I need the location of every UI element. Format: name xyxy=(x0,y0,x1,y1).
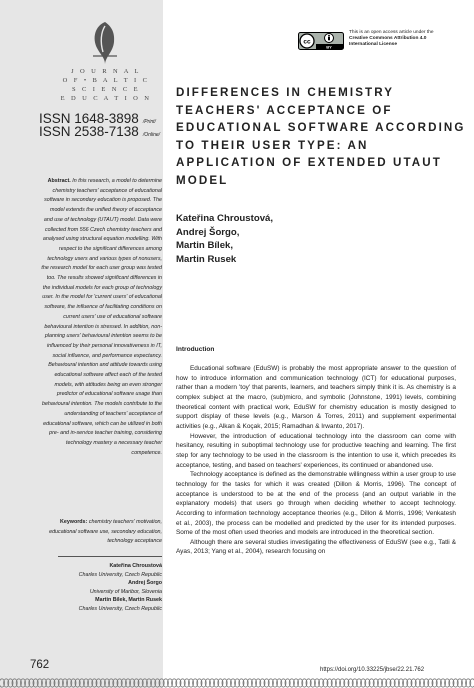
journal-line-4: E D U C A T I O N xyxy=(60,95,152,102)
affiliation-org: Charles University, Czech Republic xyxy=(78,571,162,578)
divider xyxy=(58,556,162,557)
author-name: Kateřina Chroustová, xyxy=(176,213,274,224)
keywords-label: Keywords: xyxy=(59,519,88,525)
journal-logo-icon xyxy=(85,18,125,66)
abstract-label: Abstract. xyxy=(47,178,71,184)
article-title: DIFFERENCES IN CHEMISTRY TEACHERS' ACCEPTANCE OF EDUCATIONAL SOFTWARE ACCORDING TO THEIR USER TYPE: AN APPLICATION OF EXTENDED UTAUT MODEL xyxy=(176,86,466,187)
keywords xyxy=(40,518,162,547)
affiliations xyxy=(40,562,162,614)
issn-online-number: ISSN 2538-7138 xyxy=(39,124,139,139)
journal-line-3: S C I E N C E xyxy=(71,86,141,93)
svg-text:BY: BY xyxy=(326,44,332,50)
svg-text:cc: cc xyxy=(303,38,311,46)
affiliation-org: Charles University, Czech Republic xyxy=(78,605,162,612)
issn-print-note: /Print/ xyxy=(142,119,156,125)
abstract-text: In this research, a model to determine chemistry teachers' acceptance of educational software in secondary education is proposed. The model extends the unified theory of acceptance and use of technology (UTAUT) model. Data were collected from 556 Czech chemistry teachers and analysed using structural equation modelling. With respect to the significant differences among technology users and various types of nonusers, the research model for each user group was tested too. The results showed significant differences in the individual models for each group of technology user. In the model for 'current users' of educational software, the influence of facilitating conditions on current users' use of educational software behavioural intention is stressed. In addition, non-planning users' behavioural intention seems to be influenced by their personal innovativeness in IT, social influence, and performance expectancy. Behavioural intention and attitude towards using educational software affect each of the tested models, with attitudes being an even stronger predictor of educational software usage than behavioural intention. The models contribute to the understanding of teachers' acceptance of educational software, which can be utilized in both pre- and in-service teacher training, considering technology mastery a necessary teacher competence. xyxy=(41,178,162,456)
issn-online-note: /Online/ xyxy=(142,132,161,138)
body-paragraph: However, the introduction of educational technology into the classroom can come with hesitancy, resulting in suboptimal technology use for productive teaching and learning. The first step for any technology to be used in the classroom is the intention to use it, which precedes its acceptance, testing, and based on teachers' experiences, its continued or abandoned use. xyxy=(176,432,456,469)
keywords-text: chemistry teachers' motivation, educational software use, secondary education, technology acceptance xyxy=(49,519,162,545)
body-paragraph: Technology acceptance is defined as the demonstrable willingness within a user group to use technology for the tasks for which it was created (Dillon & Morris, 1996). The concept of acceptance is understood to be at the end of the process (and an output variable in the explanatory models) that users go through when deciding whether to accept technology. According to information technology acceptance theories (e.g., Dillon & Morris, 1996; Venkatesh et al., 2003), the process can be modelled and predicted by the user for its intended purposes. Some of the most often used theories and models are introduced in the theoretical section. xyxy=(176,471,456,537)
body-paragraph: Educational software (EduSW) is probably the most appropriate answer to the question of how to introduce information and communication technology (ICT) for educational purposes, rather than a modern 'toy' that parents, learners, and teachers simply think it is. As chemistry is a complex subject at the macro, (sub)micro, and symbolic (Johnstone, 1991) levels, combining theoretical content with practical work, EduSW for chemistry education is mostly designed to support display of these levels (e.g., Marson & Torres, 2011) and supplement experimental activities (e.g., Alkan & Koçak, 2015; Ramadhan & Irwanto, 2017). xyxy=(176,365,456,430)
author-list xyxy=(176,212,273,266)
author-name: Andrej Šorgo, xyxy=(176,226,240,238)
license-line: International License xyxy=(349,42,397,48)
doi-link[interactable]: https://doi.org/10.33225/jbse/22.21.762 xyxy=(320,667,425,673)
license-notice xyxy=(349,30,459,49)
license-line: This is an open access article under the xyxy=(349,30,434,35)
affiliation-name: Martin Bílek, Martin Rusek xyxy=(95,597,162,604)
affiliation-name: Kateřina Chroustová xyxy=(109,563,162,569)
abstract xyxy=(40,177,162,458)
page-number: 762 xyxy=(30,659,50,671)
spiral-binding-decoration xyxy=(0,676,474,688)
body-paragraph: Although there are several studies investigating the effectiveness of EduSW (see e.g., Tatli & Ayas, 2013; Yang et al., 2004), research focusing on xyxy=(176,538,456,556)
section-heading: Introduction xyxy=(176,346,215,353)
article-body xyxy=(176,364,456,557)
affiliation-name: Andrej Šorgo xyxy=(128,580,162,587)
journal-line-2: O F • B A L T I C xyxy=(62,77,150,84)
author-name: Martin Rusek xyxy=(176,253,237,265)
affiliation-org: University of Maribor, Slovenia xyxy=(89,588,162,595)
license-link[interactable]: Creative Commons Attribution 4.0 xyxy=(349,36,427,42)
author-name: Martin Bílek, xyxy=(176,240,234,251)
journal-name xyxy=(56,67,156,103)
cc-license-icon xyxy=(298,32,344,50)
journal-line-1: J O U R N A L xyxy=(71,68,141,75)
issn-print-number: ISSN 1648-3898 xyxy=(39,111,139,126)
issn-online xyxy=(39,124,160,139)
